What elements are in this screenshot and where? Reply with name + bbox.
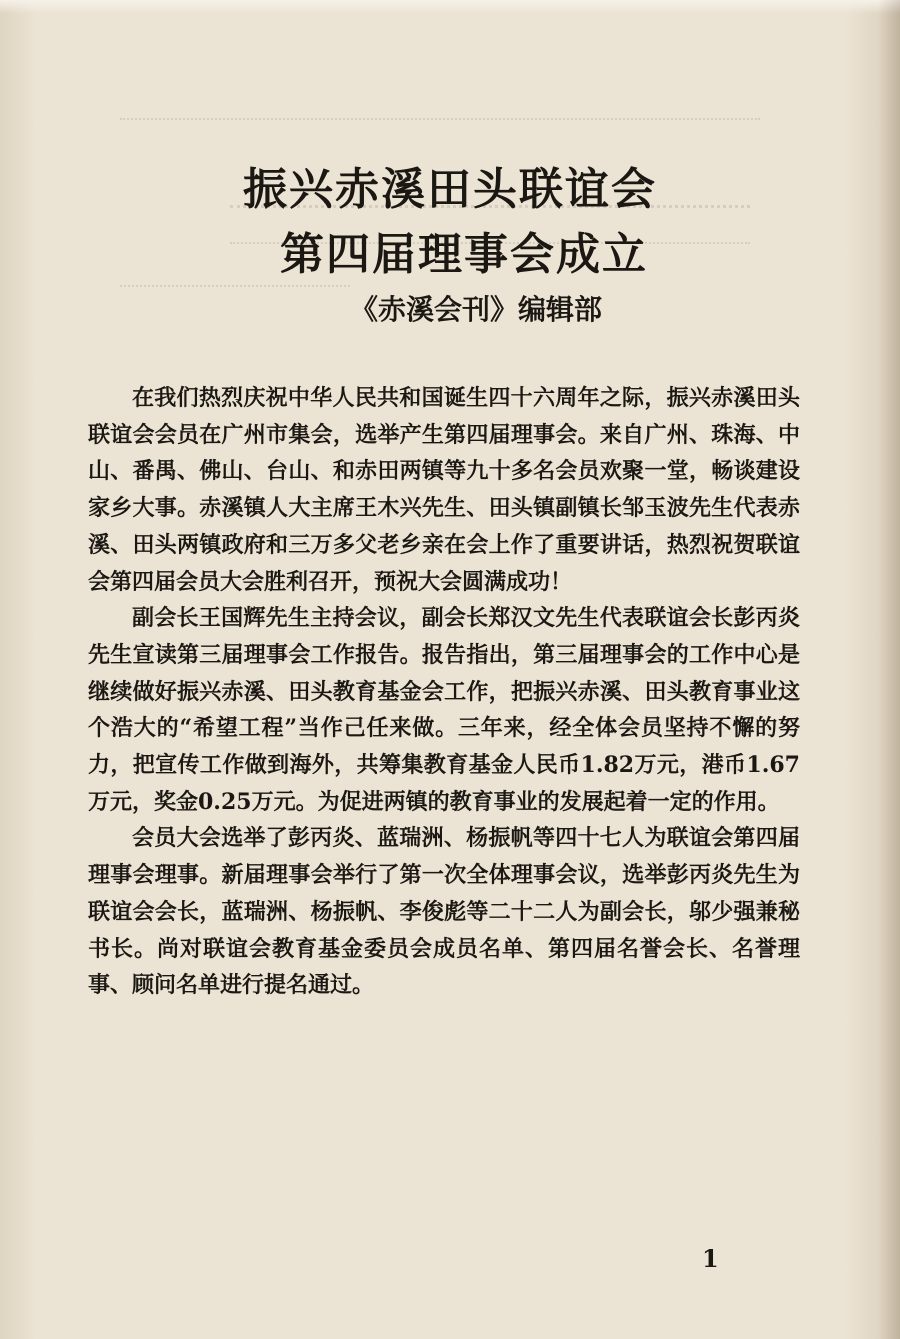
show-through-mark (120, 285, 350, 299)
article-body (88, 380, 800, 1004)
paragraph: 在我们热烈庆祝中华人民共和国诞生四十六周年之际，振兴赤溪田头联谊会会员在广州市集会，选举产生第四届理事会。来自广州、珠海、中山、番禺、佛山、台山、和赤田两镇等九十多名会员欢聚一堂，畅谈建设家乡大事。赤溪镇人大主席王木兴先生、田头镇副镇长邹玉波先生代表赤溪、田头两镇政府和三万多父老乡亲在会上作了重要讲话，热烈祝贺联谊会第四届会员大会胜利召开，预祝大会圆满成功！ (88, 385, 800, 595)
page-title-line-2: 第四届理事会成立 (280, 229, 648, 280)
paragraph: 会员大会选举了彭丙炎、蓝瑞洲、杨振帆等四十七人为联谊会第四届理事会理事。新届理事会举行了第一次全体理事会议，选举彭丙炎先生为联谊会会长，蓝瑞洲、杨振帆、李俊彪等二十二人为副会长，邬少强兼秘书长。尚对联谊会教育基金委员会成员名单、第四届名誉会长、名誉理事、顾问名单进行提名通过。 (88, 825, 800, 999)
page-number: 1 (702, 1244, 719, 1273)
paper-edge (0, 0, 900, 14)
paragraph: 副会长王国辉先生主持会议，副会长郑汉文先生代表联谊会长彭丙炎先生宣读第三届理事会工作报告。报告指出，第三届理事会的工作中心是继续做好振兴赤溪、田头教育基金会工作，把振兴赤溪、田头教育事业这个浩大的“希望工程”当作己任来做。三年来，经全体会员坚持不懈的努力，把宣传工作做到海外，共筹集教育基金人民币1.82万元，港币1.67万元，奖金0.25万元。为促进两镇的教育事业的发展起着一定的作用。 (88, 605, 800, 815)
show-through-mark (120, 118, 760, 130)
page-title-line-1: 振兴赤溪田头联谊会 (243, 164, 657, 215)
byline: 《赤溪会刊》编辑部 (350, 293, 603, 326)
